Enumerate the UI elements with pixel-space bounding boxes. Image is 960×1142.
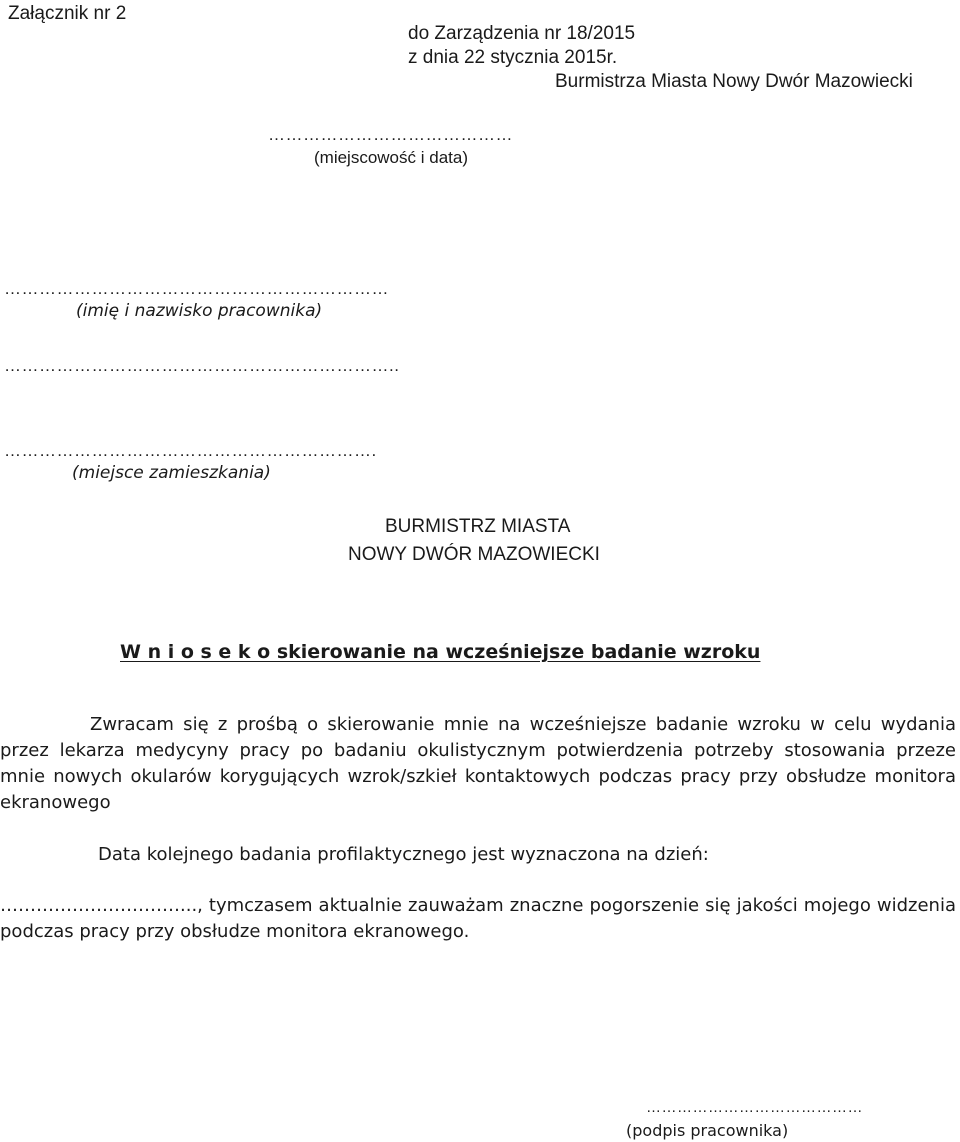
document-title: W n i o s e k o skierowanie na wcześniejsze badanie wzroku xyxy=(120,641,761,663)
order-reference: do Zarządzenia nr 18/2015 xyxy=(408,23,636,44)
employee-name-field: ………………………………………………………… xyxy=(4,279,389,298)
signature-caption: (podpis pracownika) xyxy=(626,1121,789,1140)
address-field-line-2: ………………………………………………………. xyxy=(4,441,377,460)
next-exam-date-label: Data kolejnego badania profilaktycznego jest wyznaczona na dzień: xyxy=(98,844,709,865)
place-date-field: …………………………………… xyxy=(268,125,513,144)
deterioration-paragraph: …………………………..., tymczasem aktualnie zauważam znaczne pogorszenie się jakości mojego widzenia podczas pracy przy obsłudze monitora ekranowego. xyxy=(0,895,956,942)
mayor-reference: Burmistrza Miasta Nowy Dwór Mazowiecki xyxy=(555,71,913,92)
addressee-line-2: NOWY DWÓR MAZOWIECKI xyxy=(348,544,600,565)
address-caption: (miejsce zamieszkania) xyxy=(72,463,271,483)
employee-name-caption: (imię i nazwisko pracownika) xyxy=(76,301,323,321)
place-date-caption: (miejscowość i data) xyxy=(314,148,468,167)
annex-label: Załącznik nr 2 xyxy=(8,3,127,24)
order-date: z dnia 22 stycznia 2015r. xyxy=(408,47,618,68)
signature-field: …………………………………… xyxy=(646,1099,863,1116)
address-field-line-1: ………………………………………………………….. xyxy=(4,356,400,375)
request-paragraph: Zwracam się z prośbą o skierowanie mnie na wcześniejsze badanie wzroku w celu wydania przez lekarza medycyny pracy po badaniu okulistycznym potwierdzenia potrzeby stosowania przeze mnie nowych okularów korygujących wzrok/szkieł kontaktowych podczas pracy przy obsłudze monitora ekranowego xyxy=(0,714,956,813)
addressee-line-1: BURMISTRZ MIASTA xyxy=(385,516,571,537)
